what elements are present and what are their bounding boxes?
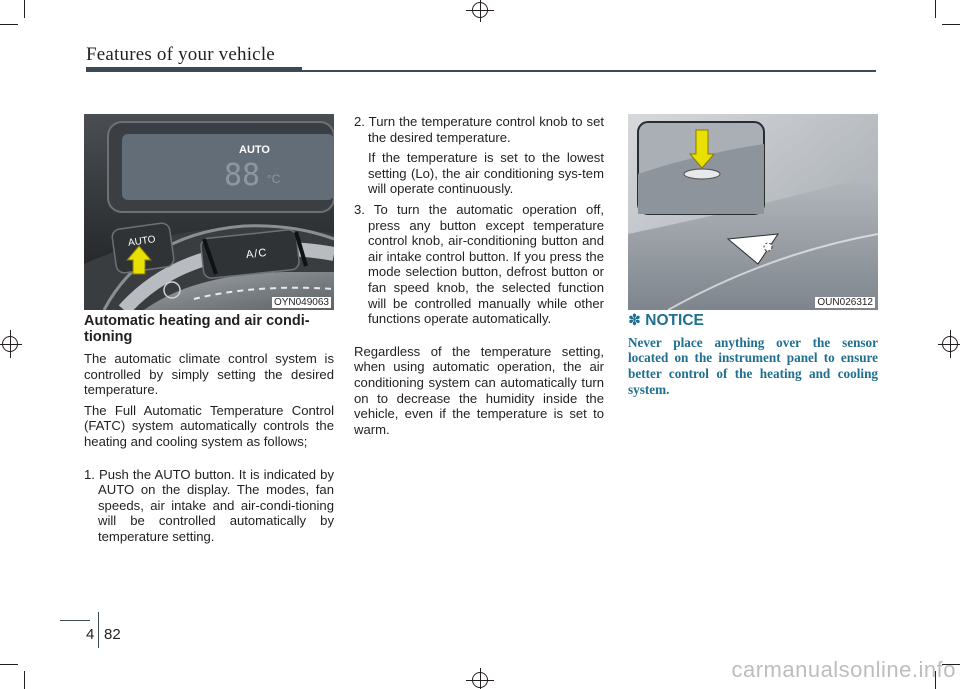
header-rule xyxy=(302,70,876,72)
auto-button-label: AUTO xyxy=(127,234,157,249)
list-item: 3. To turn the automatic operation off, press any button except temperature control knob, air-conditioning button and air intake control button. If you press the mode selection button, defrost button or fan speed knob, the selected function will be controlled manually while other functions operate automatically. xyxy=(354,201,604,327)
ac-button-label: A/C xyxy=(245,246,268,262)
footer-divider xyxy=(98,612,99,648)
registration-mark xyxy=(0,344,22,345)
notice-body: Never place anything over the sensor located on the instrument panel to ensure better control of the heating and cooling system. xyxy=(628,334,878,397)
chapter-number: 4 xyxy=(86,626,95,643)
registration-mark xyxy=(466,680,494,681)
section-heading: Automatic heating and air condi-tioning xyxy=(84,313,310,345)
figure-code: OYN049063 xyxy=(273,297,329,308)
display-unit: °C xyxy=(267,172,281,186)
figure-code: OUN026312 xyxy=(817,297,873,308)
page-header-title: Features of your vehicle xyxy=(86,44,275,65)
list-item: 1. Push the AUTO button. It is indicated by AUTO on the display. The modes, fan speeds, air intake and air-condi-tioning will be controlled automatically by temperature setting. xyxy=(84,466,334,544)
list-item-note: If the temperature is set to the lowest setting (Lo), the air conditioning sys-tem will operate continuously. xyxy=(368,150,604,197)
climate-panel-illustration xyxy=(84,114,334,310)
display-auto-indicator: AUTO xyxy=(239,144,270,156)
crop-mark xyxy=(0,664,18,665)
crop-mark xyxy=(935,0,936,18)
text-column-1 xyxy=(84,313,334,550)
paragraph: The automatic climate control system is controlled by simply setting the desired temperature. xyxy=(84,351,334,398)
list-item: 2. Turn the temperature control knob to set the desired temperature. xyxy=(354,114,604,145)
spacer xyxy=(84,455,334,467)
footer-rule xyxy=(60,620,90,621)
crop-mark xyxy=(0,24,18,25)
registration-mark xyxy=(950,330,951,358)
spacer xyxy=(354,332,604,344)
paragraph: The Full Automatic Temperature Control (FATC) system automatically controls the heating and cooling system as follows; xyxy=(84,402,334,449)
paragraph: Regardless of the temperature setting, when using automatic operation, the air conditioning system can automatically turn on to decrease the humidity inside the vehicle, even if the temperature is set to warm. xyxy=(354,343,604,437)
registration-mark xyxy=(10,330,11,358)
text-column-2 xyxy=(354,114,604,442)
crop-mark xyxy=(24,0,25,18)
registration-mark xyxy=(480,0,481,22)
sensor-location-photo xyxy=(628,114,878,310)
crop-mark xyxy=(24,671,25,689)
display-temperature: 88 xyxy=(224,158,261,193)
climate-panel-photo xyxy=(84,114,334,310)
registration-mark xyxy=(938,344,960,345)
registration-mark xyxy=(466,10,494,11)
registration-mark xyxy=(480,668,481,689)
watermark: carmanualsonline.info xyxy=(731,657,956,682)
sensor-illustration xyxy=(628,114,878,310)
notice-title: ✽ NOTICE xyxy=(628,312,704,329)
header-accent-bar xyxy=(86,67,302,72)
crop-mark xyxy=(942,24,960,25)
notice-box xyxy=(628,313,878,403)
page-number: 82 xyxy=(104,626,121,643)
